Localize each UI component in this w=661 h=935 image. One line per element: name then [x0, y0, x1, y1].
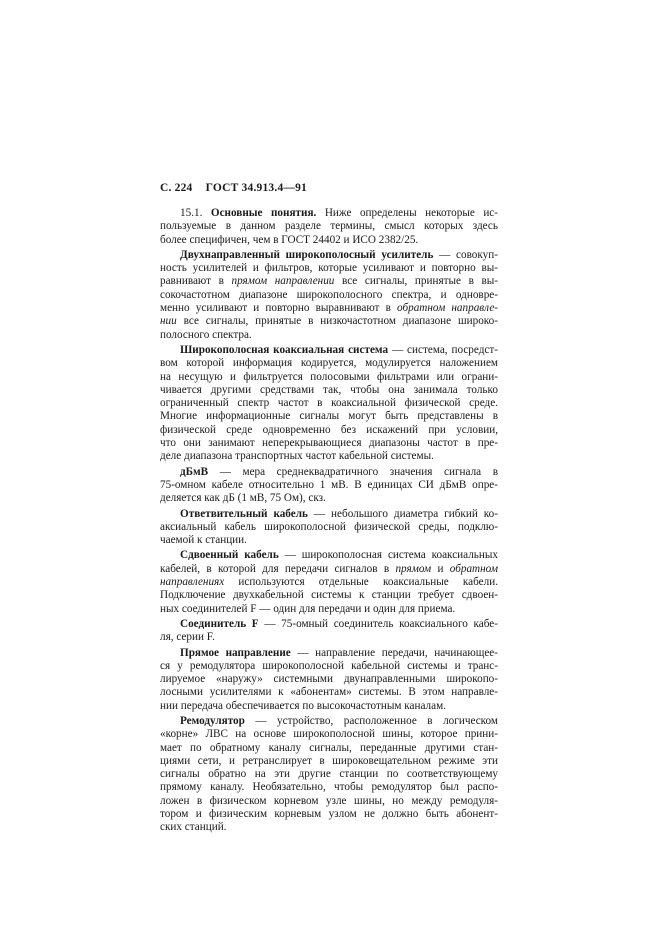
text-run: ля, серии F. [160, 631, 215, 644]
text-run: более специфичен, чем в ГОСТ 24402 и ИСО 2382/25. [160, 233, 419, 246]
paragraph-p7 [160, 618, 498, 645]
text-italic: прямом направлении [231, 275, 335, 288]
text-run: циями сети, и ретранслирует в широковещательном режиме эти [160, 754, 498, 767]
term-bold: Широкополосная коаксиальная система [180, 343, 389, 356]
text-run: все сигналы, принятые в вы- [334, 275, 498, 288]
text-run: ных соединителей F — один для передачи и один для приема. [160, 602, 456, 615]
term-bold: Соединитель F [180, 617, 259, 630]
text-run: деле диапазона транспортных частот кабельной системы. [160, 450, 434, 463]
text-line [160, 466, 498, 479]
term-bold: Ответвительный кабель [180, 507, 308, 520]
text-line [160, 742, 498, 755]
text-run: лируемое «наружу» системными двунаправленными широкопо- [160, 673, 498, 686]
text-run: используются отдельные коаксиальные кабели. [224, 576, 498, 589]
page-header [160, 182, 317, 194]
term-bold: Ремодулятор [180, 714, 245, 727]
text-line [160, 275, 498, 288]
paragraph-p9 [160, 715, 498, 835]
text-line [160, 781, 498, 794]
text-run: равнивают в [160, 275, 232, 288]
text-run: ность усилителей и фильтров, которые усиливают и повторно вы- [160, 262, 498, 275]
text-run: вом которой информация кодируется, модулируется наложением [160, 357, 498, 370]
text-run: чаемой к станции. [160, 534, 247, 547]
text-run: ских станций. [160, 821, 227, 834]
text-line [160, 700, 498, 713]
text-run: лосными усилителями к «абонентам» системы. В этом направле- [160, 686, 498, 699]
text-line [160, 631, 498, 644]
text-line [160, 397, 498, 410]
text-line [160, 329, 498, 342]
text-line [160, 549, 498, 562]
paragraph-p1 [160, 207, 498, 247]
text-line [160, 315, 498, 328]
paragraph-p2 [160, 249, 498, 342]
text-line [160, 768, 498, 781]
term-bold: Двухнаправленный широкополосный усилитель [180, 248, 434, 261]
text-run: физической среде одновременно без искажений при условии, [160, 423, 498, 436]
text-line [160, 686, 498, 699]
term-bold: дБмВ [180, 465, 209, 478]
document-body [160, 207, 498, 837]
paragraph-p3 [160, 344, 498, 464]
text-line [160, 384, 498, 397]
page-number: С. 224 [160, 182, 193, 194]
term-bold: Сдвоенный кабель [180, 549, 279, 562]
text-line [160, 534, 498, 547]
text-run: ложен в физическом корневом узле шины, но между ремодуля- [160, 794, 498, 807]
text-run: все сигналы, принятые в низкочастотном диапазоне широко- [176, 315, 498, 328]
text-run: кабелей, в которой для передачи сигналов в [160, 562, 396, 575]
text-run: сокочастотном диапазоне широкополосного спектра, и одновре- [160, 288, 498, 301]
text-line [160, 508, 498, 521]
text-run: ся у ремодулятора широкополосной кабельной системы и транс- [160, 659, 498, 672]
text-italic: обратном направле- [397, 302, 499, 315]
text-run: 75-омном кабеле относительно 1 мВ. В единицах СИ дБмВ опре- [160, 478, 498, 491]
text-line [160, 371, 498, 384]
text-line [160, 563, 498, 576]
text-line [160, 220, 498, 233]
term-bold: Прямое направление [180, 646, 291, 659]
text-line [160, 589, 498, 602]
text-run: — мера среднеквадратичного значения сигнала в [208, 465, 498, 478]
text-run: пользуемые в данном разделе термины, смысл которых здесь [160, 220, 498, 233]
text-line [160, 521, 498, 534]
text-line [160, 647, 498, 660]
text-line [160, 262, 498, 275]
text-line [160, 660, 498, 673]
text-italic: прямом [395, 562, 432, 575]
text-line [160, 344, 498, 357]
text-line [160, 728, 498, 741]
text-run: — направление передачи, начинающее- [290, 646, 498, 659]
text-line [160, 302, 498, 315]
term-bold: Основные понятия. [210, 207, 317, 219]
text-run: полосного спектра. [160, 328, 252, 341]
text-line [160, 808, 498, 821]
paragraph-p6 [160, 549, 498, 615]
text-line [160, 234, 498, 247]
text-run: на несущую и фильтруется полосовыми фильтрами или ограни- [160, 370, 498, 383]
paragraph-p5 [160, 508, 498, 548]
text-line [160, 492, 498, 505]
text-run: Подключение двухкабельной системы к станции требует сдвоен- [160, 589, 498, 602]
text-line [160, 618, 498, 631]
text-line [160, 795, 498, 808]
text-run: прямому каналу. Необязательно, чтобы ремодулятор был распо- [160, 781, 498, 794]
text-italic: нии [160, 315, 177, 328]
text-line [160, 576, 498, 589]
text-run: ограниченный спектр частот в коаксиальной физической среде. [160, 397, 498, 410]
paragraph-p8 [160, 647, 498, 713]
text-run: — система, посредст- [388, 343, 498, 356]
text-run: чивается другими средствами так, чтобы она занимала только [160, 383, 498, 396]
text-line [160, 249, 498, 262]
text-italic: обратном [449, 562, 498, 575]
text-line [160, 479, 498, 492]
text-line [160, 673, 498, 686]
text-run: — 75-омный соединитель коаксиального кабе- [258, 617, 498, 630]
text-line [160, 603, 498, 616]
text-line [160, 715, 498, 728]
text-line [160, 289, 498, 302]
text-run: — устройство, расположенное в логическом [244, 714, 498, 727]
text-line [160, 424, 498, 437]
text-line [160, 357, 498, 370]
text-run: тором и физическим корневым узлом не должно быть абонент- [160, 808, 498, 821]
text-run: сигналы обратно на эти другие станции по соответствующему [160, 768, 498, 781]
text-line [160, 821, 498, 834]
text-run: 15.1. [180, 207, 211, 219]
text-line [160, 207, 498, 220]
text-line [160, 450, 498, 463]
text-run: что они занимают неперекрывающиеся диапазоны частот в пре- [160, 437, 498, 450]
text-run: нии передача обеспечивается по высокочастотным каналам. [160, 699, 446, 712]
paragraph-p4 [160, 466, 498, 506]
text-run: Ниже определены некоторые ис- [316, 207, 498, 219]
text-run: аксиальный кабель широкополосной физической среды, подклю- [160, 520, 498, 533]
text-run: — небольшого диаметра гибкий ко- [307, 507, 498, 520]
text-run: мает по обратному каналу сигналы, переданные другими стан- [160, 741, 498, 754]
text-line [160, 437, 498, 450]
standard-number: ГОСТ 34.913.4—91 [205, 182, 308, 194]
text-run: и [431, 562, 450, 575]
text-run: — совокуп- [433, 248, 498, 261]
text-run: — широкополосная система коаксиальных [278, 549, 498, 562]
text-run: «корне» ЛВС на основе широкополосной шины, которое прини- [160, 728, 498, 741]
text-line [160, 410, 498, 423]
text-line [160, 755, 498, 768]
text-run: Многие информационные сигналы могут быть представлены в [160, 410, 498, 423]
text-italic: направлениях [160, 576, 225, 589]
text-run: менно усиливают и повторно выравнивают в [160, 302, 398, 315]
text-run: деляется как дБ (1 мВ, 75 Ом), скз. [160, 492, 326, 505]
